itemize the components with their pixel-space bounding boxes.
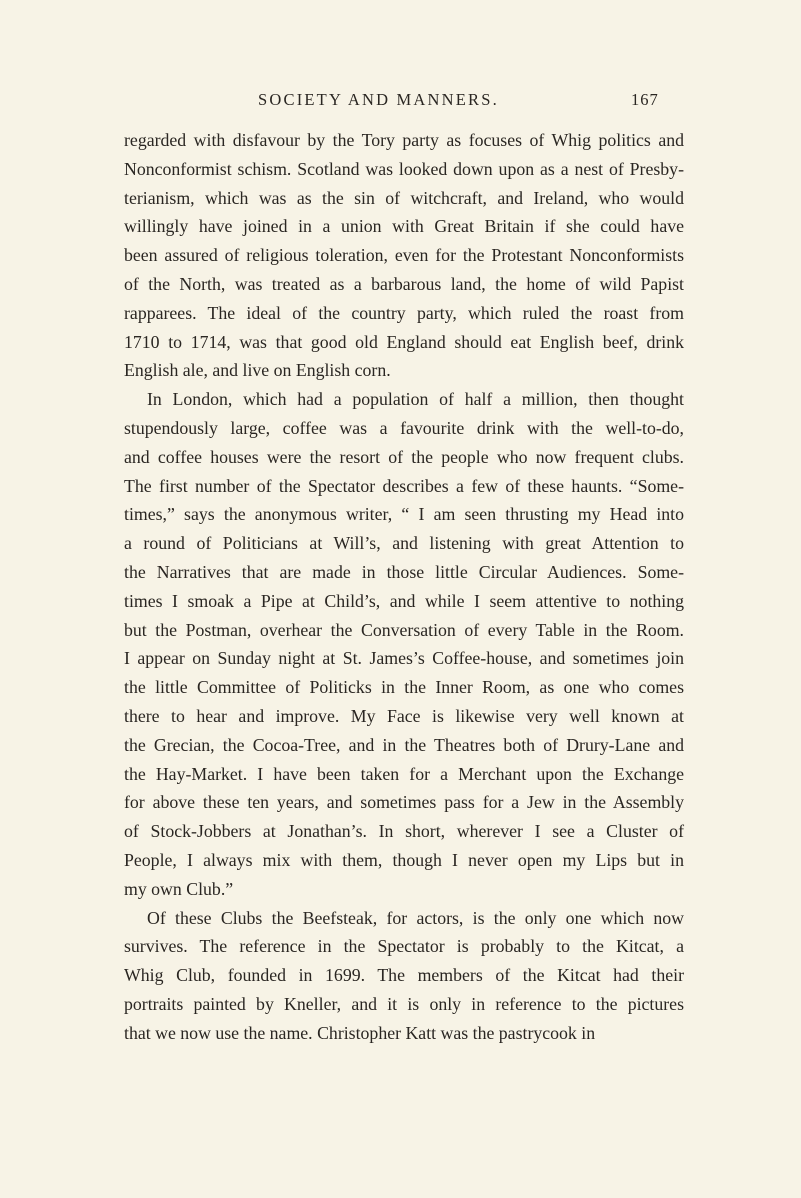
- text-line: Whig Club, founded in 1699. The members of the Kitcat had their: [124, 965, 684, 986]
- text-line: a round of Politicians at Will’s, and listening with great Attention to: [124, 533, 684, 554]
- text-line: People, I always mix with them, though I never open my Lips but in: [124, 849, 684, 870]
- text-line: been assured of religious toleration, even for the Protestant Nonconformists: [124, 245, 684, 266]
- paragraph: [124, 385, 684, 903]
- text-line: terianism, which was as the sin of witchcraft, and Ireland, who would: [124, 187, 684, 208]
- text-line: survives. The reference in the Spectator is probably to the Kitcat, a: [124, 936, 684, 957]
- text-line: Nonconformist schism. Scotland was looked down upon as a nest of Presby-: [124, 158, 684, 179]
- body-text: [124, 126, 684, 1048]
- text-line: that we now use the name. Christopher Katt was the pastrycook in: [124, 1022, 596, 1043]
- paragraph: [124, 904, 684, 1048]
- text-line: there to hear and improve. My Face is likewise very well known at: [124, 705, 684, 726]
- page-number: 167: [631, 90, 659, 109]
- text-line: portraits painted by Kneller, and it is only in reference to the pictures: [124, 993, 684, 1014]
- text-line: I appear on Sunday night at St. James’s Coffee-house, and sometimes join: [124, 648, 684, 669]
- text-line: the Narratives that are made in those little Circular Audiences. Some-: [124, 561, 684, 582]
- text-line: the little Committee of Politicks in the Inner Room, as one who comes: [124, 677, 684, 698]
- text-line: English ale, and live on English corn.: [124, 360, 391, 381]
- running-title: SOCIETY AND MANNERS.: [258, 90, 499, 109]
- text-line: rapparees. The ideal of the country party, which ruled the roast from: [124, 302, 684, 323]
- text-line: times I smoak a Pipe at Child’s, and while I seem attentive to nothing: [124, 590, 684, 611]
- text-line: regarded with disfavour by the Tory party as focuses of Whig politics and: [124, 130, 684, 150]
- text-line: of the North, was treated as a barbarous land, the home of wild Papist: [124, 273, 684, 294]
- text-line: the Grecian, the Cocoa-Tree, and in the Theatres both of Drury-Lane and: [124, 734, 684, 755]
- text-line: my own Club.”: [124, 878, 234, 899]
- paragraph: [124, 126, 684, 385]
- text-line: The first number of the Spectator describes a few of these haunts. “Some-: [124, 475, 684, 496]
- text-line: of Stock-Jobbers at Jonathan’s. In short, wherever I see a Cluster of: [124, 821, 684, 842]
- text-line: and coffee houses were the resort of the people who now frequent clubs.: [124, 446, 684, 467]
- text-line: for above these ten years, and sometimes pass for a Jew in the Assembly: [124, 792, 684, 813]
- text-line: stupendously large, coffee was a favourite drink with the well-to-do,: [124, 417, 684, 438]
- text-line: In London, which had a population of half a million, then thought: [147, 389, 684, 410]
- text-line: the Hay-Market. I have been taken for a Merchant upon the Exchange: [124, 763, 684, 784]
- text-line: willingly have joined in a union with Great Britain if she could have: [124, 216, 684, 237]
- text-line: times,” says the anonymous writer, “ I am seen thrusting my Head into: [124, 504, 684, 525]
- running-head: [0, 90, 801, 114]
- text-line: Of these Clubs the Beefsteak, for actors, is the only one which now: [147, 907, 684, 928]
- text-line: 1710 to 1714, was that good old England should eat English beef, drink: [124, 331, 684, 352]
- text-line: but the Postman, overhear the Conversation of every Table in the Room.: [124, 619, 684, 640]
